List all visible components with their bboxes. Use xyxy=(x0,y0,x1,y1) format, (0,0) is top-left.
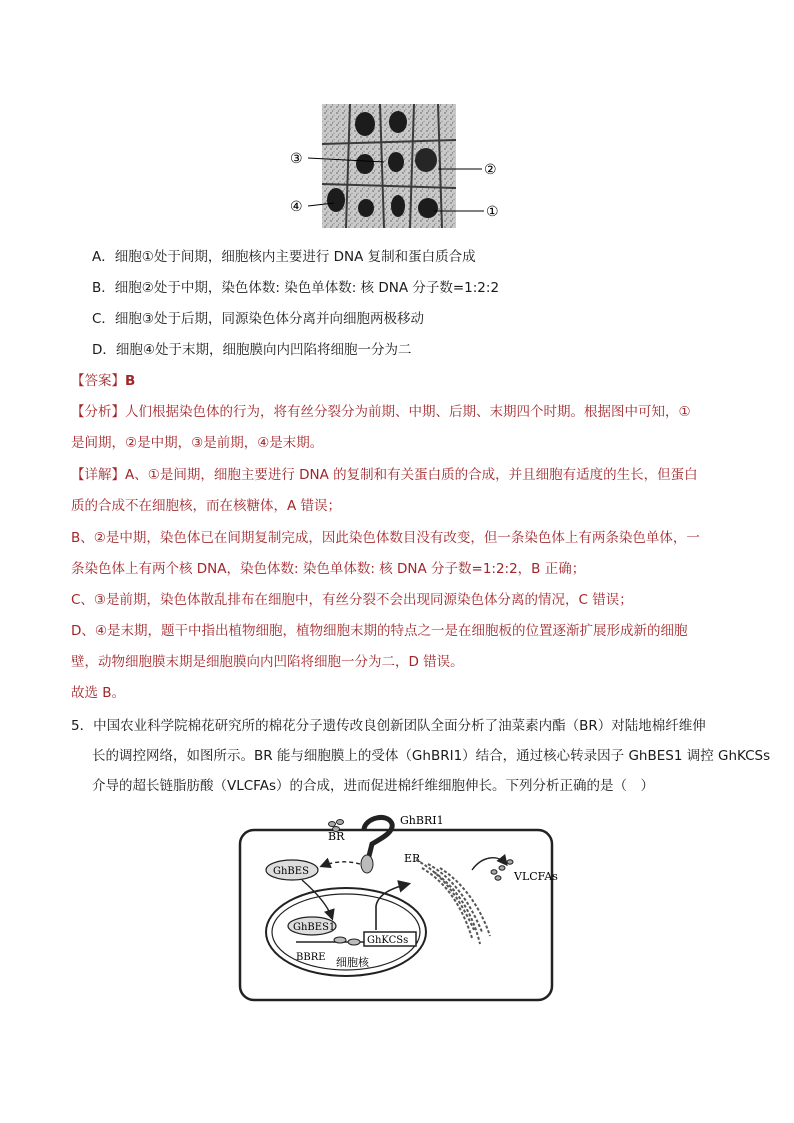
answer-tag: 【答案】 xyxy=(71,373,125,389)
q5-stem-line-2: 长的调控网络，如图所示。BR 能与细胞膜上的受体（GhBRI1）结合，通过核心转录因子 GhBES1 调控 GhKCSs xyxy=(92,748,771,764)
option-d: D．细胞④处于末期，细胞膜向内凹陷将细胞一分为二 xyxy=(92,342,412,358)
detail-text-2: 质的合成不在细胞核，而在核糖体，A 错误； xyxy=(71,498,342,514)
conclusion-text: 故选 B。 xyxy=(71,685,126,701)
answer-value: B xyxy=(125,373,136,389)
vlcfa-molecules xyxy=(491,860,513,880)
label-nucleus: 细胞核 xyxy=(336,956,369,969)
analysis-text-1: 人们根据染色体的行为，将有丝分裂分为前期、中期、后期、末期四个时期。根据图中可知，① xyxy=(125,404,691,420)
answer-line xyxy=(71,371,135,391)
option-a: A．细胞①处于间期，细胞核内主要进行 DNA 复制和蛋白质合成 xyxy=(92,249,476,265)
mitosis-micrograph-figure xyxy=(288,100,518,232)
detail-text-5: C、③是前期，染色体散乱排布在细胞中，有丝分裂不会出现同源染色体分离的情况，C 错误； xyxy=(71,592,633,608)
q5-stem-line-1: 5．中国农业科学院棉花研究所的棉花分子遗传改良创新团队全面分析了油菜素内酯（BR）对陆地棉纤维伸 xyxy=(71,718,706,734)
label-cell-4: ④ xyxy=(290,199,303,215)
label-er: ER xyxy=(404,852,421,865)
detail-text-6: D、④是末期，题干中指出植物细胞，植物细胞末期的特点之一是在细胞板的位置逐渐扩展形成新的细胞 xyxy=(71,623,688,639)
label-cell-3: ③ xyxy=(290,151,303,167)
label-ghbri1: GhBRI1 xyxy=(400,814,444,827)
receptor-kinase-domain xyxy=(361,855,373,873)
detail-line-1 xyxy=(71,465,698,485)
analysis-text-2: 是间期，②是中期，③是前期，④是末期。 xyxy=(71,435,324,451)
analysis-line-1 xyxy=(71,402,691,422)
endoplasmic-reticulum xyxy=(416,860,490,944)
cell-membrane xyxy=(240,830,552,1000)
ghbri1-receptor-shape xyxy=(364,817,392,860)
label-cell-1: ① xyxy=(486,204,499,220)
detail-text-1: A、①是间期，细胞主要进行 DNA 的复制和有关蛋白质的合成，并且细胞有适度的生长，但蛋白 xyxy=(125,467,698,483)
option-b: B．细胞②处于中期，染色体数: 染色单体数: 核 DNA 分子数=1:2:2 xyxy=(92,280,500,296)
label-vlcfas: VLCFAs xyxy=(514,870,558,883)
label-br: BR xyxy=(328,830,345,843)
q5-stem-line-3: 介导的超长链脂肪酸（VLCFAs）的合成，进而促进棉纤维细胞伸长。下列分析正确的是（ ） xyxy=(92,778,654,794)
detail-text-4: 条染色体上有两个核 DNA，染色体数: 染色单体数: 核 DNA 分子数=1:2:2，B 正确； xyxy=(71,561,586,577)
detail-text-3: B、②是中期，染色体已在间期复制完成，因此染色体数目没有改变，但一条染色体上有两条染色单体，一 xyxy=(71,530,700,546)
br-signaling-diagram xyxy=(236,810,558,1004)
label-cell-2: ② xyxy=(484,162,497,178)
label-ghbes1: GhBES1 xyxy=(293,922,336,933)
detail-text-7: 壁，动物细胞膜末期是细胞膜向内凹陷将细胞一分为二，D 错误。 xyxy=(71,654,464,670)
label-ghbes: GhBES xyxy=(273,866,309,877)
label-ghkcss: GhKCSs xyxy=(367,935,409,946)
option-c: C．细胞③处于后期，同源染色体分离并向细胞两极移动 xyxy=(92,311,425,327)
detail-tag: 【详解】 xyxy=(71,467,125,483)
analysis-tag: 【分析】 xyxy=(71,404,125,420)
label-bbre: BBRE xyxy=(296,952,326,963)
